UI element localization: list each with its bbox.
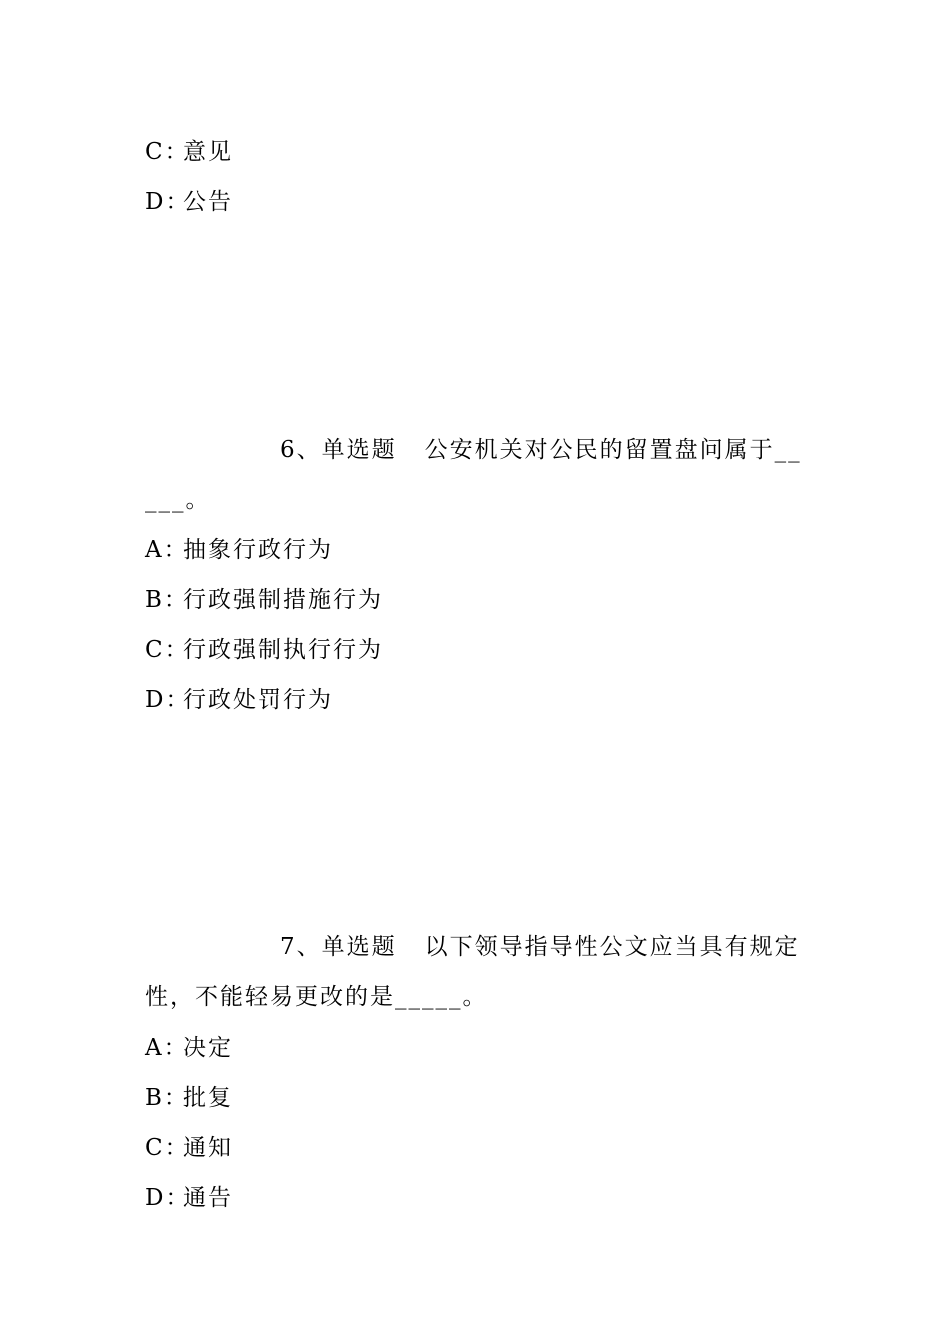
prev-option-d — [145, 187, 815, 217]
question-6-option-a — [145, 535, 815, 565]
question-6-option-c — [145, 635, 815, 665]
option-letter: C： — [145, 139, 190, 165]
option-text: 通知 — [183, 1135, 233, 1161]
prev-option-c — [145, 137, 815, 167]
question-number: 7、单选题 — [280, 934, 397, 960]
option-text: 意见 — [183, 139, 233, 165]
option-letter: B： — [145, 587, 189, 613]
option-letter: D： — [145, 189, 191, 215]
question-number: 6、单选题 — [280, 437, 397, 463]
option-letter: A： — [145, 1035, 189, 1061]
option-letter: D： — [145, 687, 191, 713]
option-letter: D： — [145, 1185, 191, 1211]
option-text: 行政强制措施行为 — [183, 587, 383, 613]
question-7-option-c — [145, 1133, 815, 1163]
question-7-option-b — [145, 1083, 815, 1113]
option-text: 抽象行政行为 — [183, 537, 333, 563]
question-7-option-d — [145, 1183, 815, 1213]
option-text: 通告 — [183, 1185, 233, 1211]
question-6-option-d — [145, 685, 815, 715]
option-text: 决定 — [183, 1035, 233, 1061]
option-letter: C： — [145, 637, 190, 663]
question-6-option-b — [145, 585, 815, 615]
option-text: 批复 — [183, 1085, 233, 1111]
option-letter: B： — [145, 1085, 189, 1111]
option-text: 行政处罚行为 — [183, 687, 333, 713]
question-7-stem — [145, 922, 810, 1022]
option-letter: C： — [145, 1135, 190, 1161]
option-letter: A： — [145, 537, 189, 563]
option-text: 公告 — [183, 189, 233, 215]
question-text: 公安机关对公民的留置盘问属于_____。 — [145, 437, 802, 513]
option-text: 行政强制执行行为 — [183, 637, 383, 663]
question-6-stem — [145, 425, 810, 525]
question-text: 以下领导指导性公文应当具有规定性，不能轻易更改的是_____。 — [145, 934, 800, 1010]
question-7-option-a — [145, 1033, 815, 1063]
